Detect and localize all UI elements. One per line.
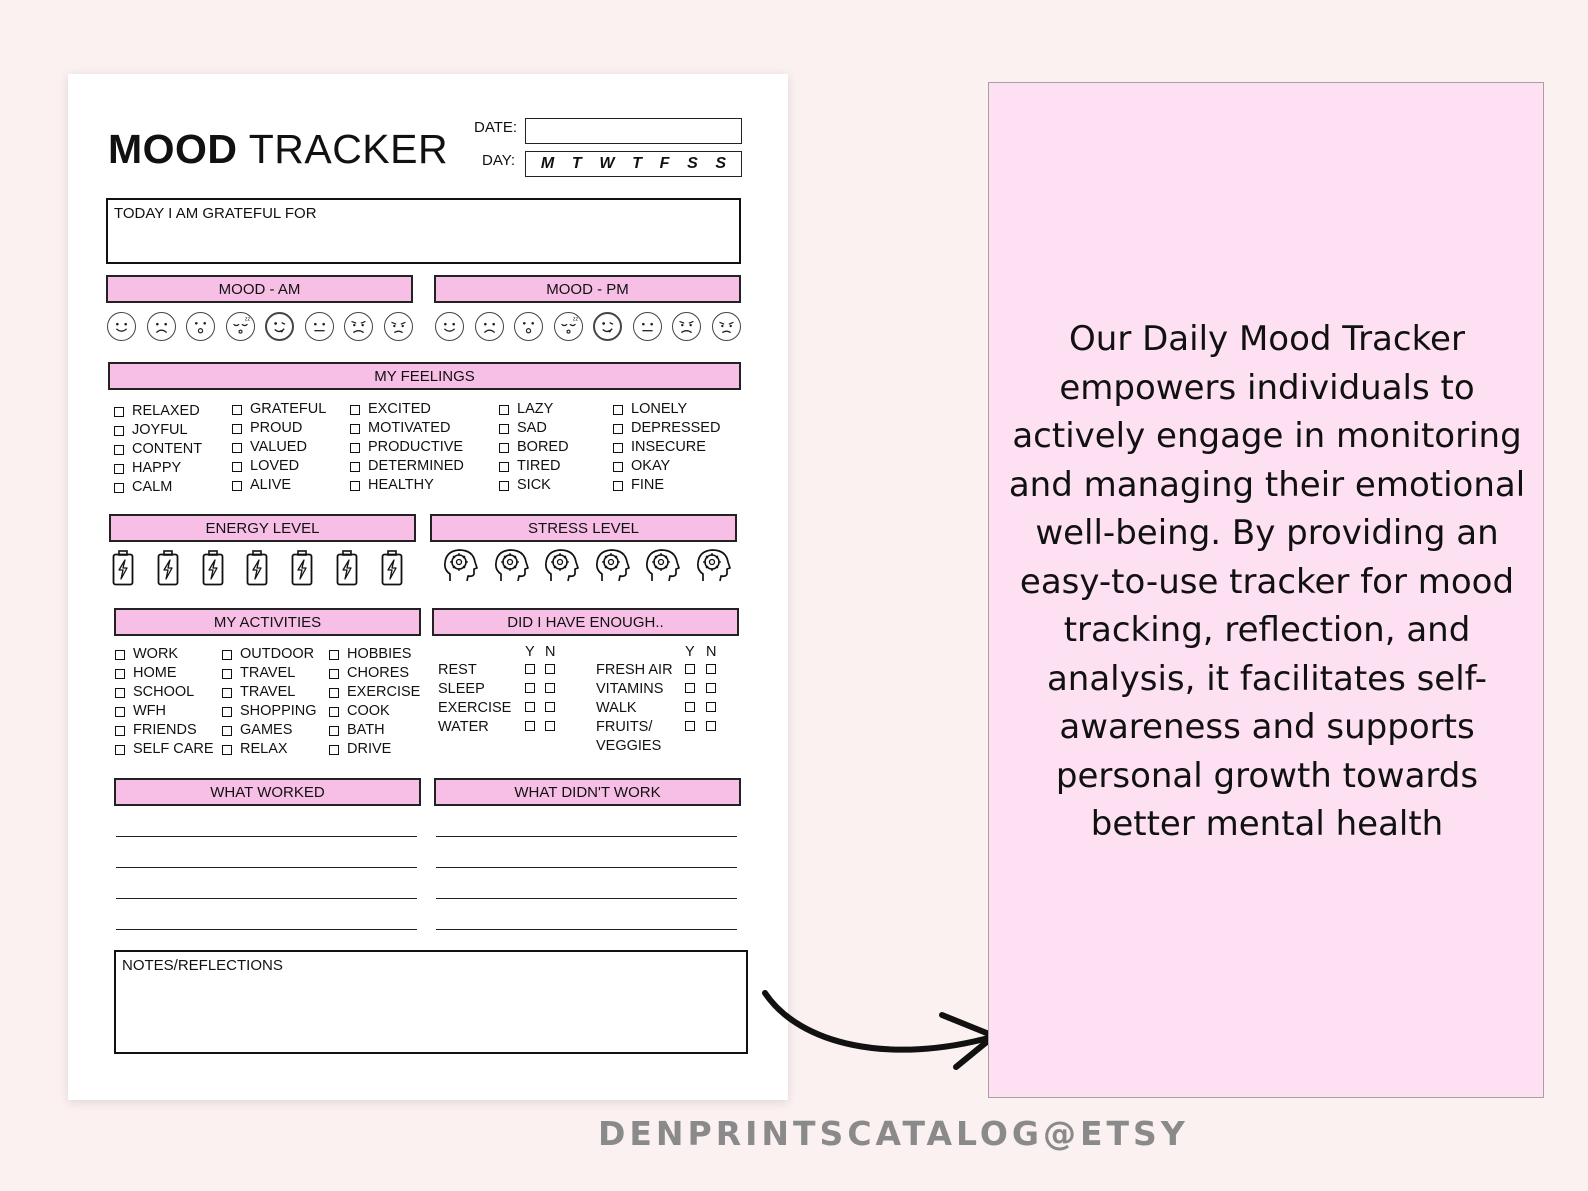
checkbox[interactable] [350,424,360,434]
checkbox[interactable] [350,405,360,415]
checkbox[interactable] [222,745,232,755]
day-option[interactable]: T [632,155,642,172]
list-item[interactable]: OUTDOOR [222,645,317,664]
checkbox[interactable] [685,664,695,674]
list-item[interactable]: LAZY [499,400,569,419]
checkbox[interactable] [613,424,623,434]
list-item[interactable]: WORK [115,645,214,664]
sad-face-icon[interactable] [147,312,176,341]
yes-label: Y [525,644,535,660]
list-item[interactable]: GAMES [222,721,317,740]
checkbox[interactable] [613,443,623,453]
checkbox[interactable] [350,462,360,472]
checkbox[interactable] [613,405,623,415]
stress-head-icon[interactable] [493,548,529,584]
sleepy-face-icon[interactable] [554,312,583,341]
list-item[interactable]: EXERCISE [329,683,420,702]
enough-list-right: FRESH AIR VITAMINS WALK FRUITS/ VEGGIES [596,662,673,754]
arrow-icon [760,985,1010,1075]
checkbox[interactable] [499,405,509,415]
checkbox[interactable] [115,650,125,660]
sad-face-icon[interactable] [475,312,504,341]
battery-icon[interactable] [157,550,179,586]
mood-am-header: MOOD - AM [106,275,413,303]
activities-column [222,645,317,759]
checkbox[interactable] [545,683,555,693]
writing-line[interactable] [116,836,417,837]
neutral-face-icon[interactable] [633,312,662,341]
list-item[interactable]: TRAVEL [222,683,317,702]
description-text: Our Daily Mood Tracker empowers individuals to actively engage in monitoring and managing their emotional well-being. By providing an easy-to-use tracker for mood tracking, reflection, and analysis, it facilitates self-awareness and supports personal growth towards better mental health [1008,319,1526,844]
enough-list-left: REST SLEEP EXERCISE WATER [438,662,512,735]
angry-face-icon[interactable] [344,312,373,341]
list-item[interactable]: TIRED [499,457,569,476]
list-item[interactable]: COOK [329,702,420,721]
feelings-column [114,402,202,497]
list-item[interactable]: MOTIVATED [350,419,464,438]
stress-head-icon[interactable] [695,548,731,584]
mood-tracker-sheet [68,74,788,1100]
list-item[interactable]: RELAXED [114,402,202,421]
checkbox[interactable] [222,707,232,717]
checkbox[interactable] [685,683,695,693]
description-panel [988,82,1544,1098]
yes-label: Y [685,644,695,660]
checkbox[interactable] [350,481,360,491]
notes-label: NOTES/REFLECTIONS [122,957,283,974]
list-item[interactable]: DRIVE [329,740,420,759]
writing-line[interactable] [436,867,737,868]
what-didnt-work-header: WHAT DIDN'T WORK [434,778,741,806]
list-item[interactable]: CHORES [329,664,420,683]
activities-column [329,645,420,759]
svg-text:zz: zz [572,316,578,323]
date-field[interactable] [525,118,742,144]
activities-header: MY ACTIVITIES [114,608,421,636]
no-label: N [545,644,556,660]
battery-icon[interactable] [246,550,268,586]
energy-level-icons [112,550,422,590]
day-selector[interactable] [525,151,742,177]
notes-box[interactable] [114,950,748,1054]
writing-line[interactable] [116,867,417,868]
mood-am-faces [107,312,417,344]
list-item[interactable]: VALUED [232,438,326,457]
list-item[interactable]: RELAX [222,740,317,759]
checkbox[interactable] [545,721,555,731]
energy-header: ENERGY LEVEL [109,514,416,542]
checkbox[interactable] [232,443,242,453]
stress-head-icon[interactable] [644,548,680,584]
checkbox[interactable] [115,707,125,717]
list-item[interactable]: PROUD [232,419,326,438]
day-label: DAY: [482,152,516,169]
list-item[interactable]: FRIENDS [115,721,214,740]
mood-pm-faces [435,312,745,344]
upset-face-icon[interactable] [712,312,741,341]
checkbox[interactable] [329,669,339,679]
checkbox[interactable] [329,726,339,736]
no-label: N [706,644,717,660]
checkbox[interactable] [499,481,509,491]
feelings-column [350,400,464,495]
checkbox[interactable] [232,405,242,415]
checkbox[interactable] [685,721,695,731]
silly-face-icon[interactable] [265,312,294,341]
checkbox[interactable] [706,683,716,693]
date-label: DATE: [474,119,518,136]
checkbox[interactable] [329,650,339,660]
checkbox[interactable] [222,688,232,698]
feelings-column [232,400,326,495]
happy-face-icon[interactable] [107,312,136,341]
activities-column [115,645,214,759]
battery-icon[interactable] [202,550,224,586]
list-item[interactable]: GRATEFUL [232,400,326,419]
checkbox[interactable] [525,721,535,731]
battery-icon[interactable] [336,550,358,586]
checkbox[interactable] [232,462,242,472]
checkbox[interactable] [329,745,339,755]
list-item[interactable]: TRAVEL [222,664,317,683]
sleepy-face-icon[interactable] [226,312,255,341]
writing-line[interactable] [436,836,737,837]
battery-icon[interactable] [381,550,403,586]
checkbox[interactable] [525,664,535,674]
svg-text:zz: zz [244,316,250,323]
day-option[interactable]: T [571,155,582,172]
checkbox[interactable] [114,464,124,474]
list-item[interactable]: LONELY [613,400,720,419]
list-item[interactable]: BATH [329,721,420,740]
list-item[interactable]: LOVED [232,457,326,476]
stress-head-icon[interactable] [594,548,630,584]
checkbox[interactable] [545,702,555,712]
checkbox[interactable] [525,702,535,712]
checkbox[interactable] [115,669,125,679]
checkbox[interactable] [232,481,242,491]
list-item[interactable]: ALIVE [232,476,326,495]
checkbox[interactable] [232,424,242,434]
checkbox[interactable] [613,481,623,491]
list-item[interactable]: SAD [499,419,569,438]
list-item[interactable]: OKAY [613,457,720,476]
checkbox[interactable] [329,688,339,698]
checkbox[interactable] [115,726,125,736]
writing-line[interactable] [116,898,417,899]
list-item[interactable]: INSECURE [613,438,720,457]
day-option[interactable]: W [599,155,615,172]
list-item[interactable]: EXCITED [350,400,464,419]
checkbox[interactable] [114,407,124,417]
grateful-label: TODAY I AM GRATEFUL FOR [114,205,317,222]
battery-icon[interactable] [291,550,313,586]
day-option[interactable]: M [540,155,555,172]
list-item[interactable]: CALM [114,478,202,497]
checkbox[interactable] [222,726,232,736]
surprised-face-icon[interactable] [186,312,215,341]
checkbox[interactable] [115,688,125,698]
list-item[interactable]: HOME [115,664,214,683]
grateful-box[interactable] [106,198,741,264]
checkbox[interactable] [706,702,716,712]
list-item[interactable]: HAPPY [114,459,202,478]
checkbox[interactable] [114,445,124,455]
list-item[interactable]: PRODUCTIVE [350,438,464,457]
checkbox[interactable] [114,426,124,436]
writing-line[interactable] [436,929,737,930]
list-item[interactable]: SHOPPING [222,702,317,721]
battery-icon[interactable] [112,550,134,586]
neutral-face-icon[interactable] [305,312,334,341]
checkbox[interactable] [685,702,695,712]
happy-face-icon[interactable] [435,312,464,341]
silly-face-icon[interactable] [593,312,622,341]
checkbox[interactable] [499,424,509,434]
feelings-header: MY FEELINGS [108,362,741,390]
day-option[interactable]: S [715,155,727,172]
mood-pm-header: MOOD - PM [434,275,741,303]
stress-level-icons [442,548,742,588]
feelings-column [499,400,569,495]
checkbox[interactable] [115,745,125,755]
checkbox[interactable] [499,462,509,472]
writing-line[interactable] [116,929,417,930]
shop-name: DENPRINTSCATALOG@ETSY [598,1114,1189,1153]
page-title: MOOD TRACKER [108,126,449,172]
checkbox[interactable] [222,650,232,660]
list-item[interactable]: BORED [499,438,569,457]
list-item[interactable]: SICK [499,476,569,495]
day-option[interactable]: F [659,155,670,172]
surprised-face-icon[interactable] [514,312,543,341]
stress-head-icon[interactable] [543,548,579,584]
checkbox[interactable] [706,664,716,674]
list-item[interactable]: WFH [115,702,214,721]
stress-header: STRESS LEVEL [430,514,737,542]
day-option[interactable]: S [687,155,698,172]
list-item[interactable]: CONTENT [114,440,202,459]
checkbox[interactable] [329,707,339,717]
list-item[interactable]: DETERMINED [350,457,464,476]
feelings-column [613,400,720,495]
list-item[interactable]: DEPRESSED [613,419,720,438]
stress-head-icon[interactable] [442,548,478,584]
list-item[interactable]: HOBBIES [329,645,420,664]
checkbox[interactable] [525,683,535,693]
checkbox[interactable] [114,483,124,493]
list-item[interactable]: HEALTHY [350,476,464,495]
checkbox[interactable] [350,443,360,453]
checkbox[interactable] [545,664,555,674]
list-item[interactable]: FINE [613,476,720,495]
list-item[interactable]: SCHOOL [115,683,214,702]
what-worked-header: WHAT WORKED [114,778,421,806]
angry-face-icon[interactable] [672,312,701,341]
list-item[interactable]: SELF CARE [115,740,214,759]
checkbox[interactable] [499,443,509,453]
upset-face-icon[interactable] [384,312,413,341]
checkbox[interactable] [706,721,716,731]
checkbox[interactable] [222,669,232,679]
enough-header: DID I HAVE ENOUGH.. [432,608,739,636]
writing-line[interactable] [436,898,737,899]
checkbox[interactable] [613,462,623,472]
list-item[interactable]: JOYFUL [114,421,202,440]
